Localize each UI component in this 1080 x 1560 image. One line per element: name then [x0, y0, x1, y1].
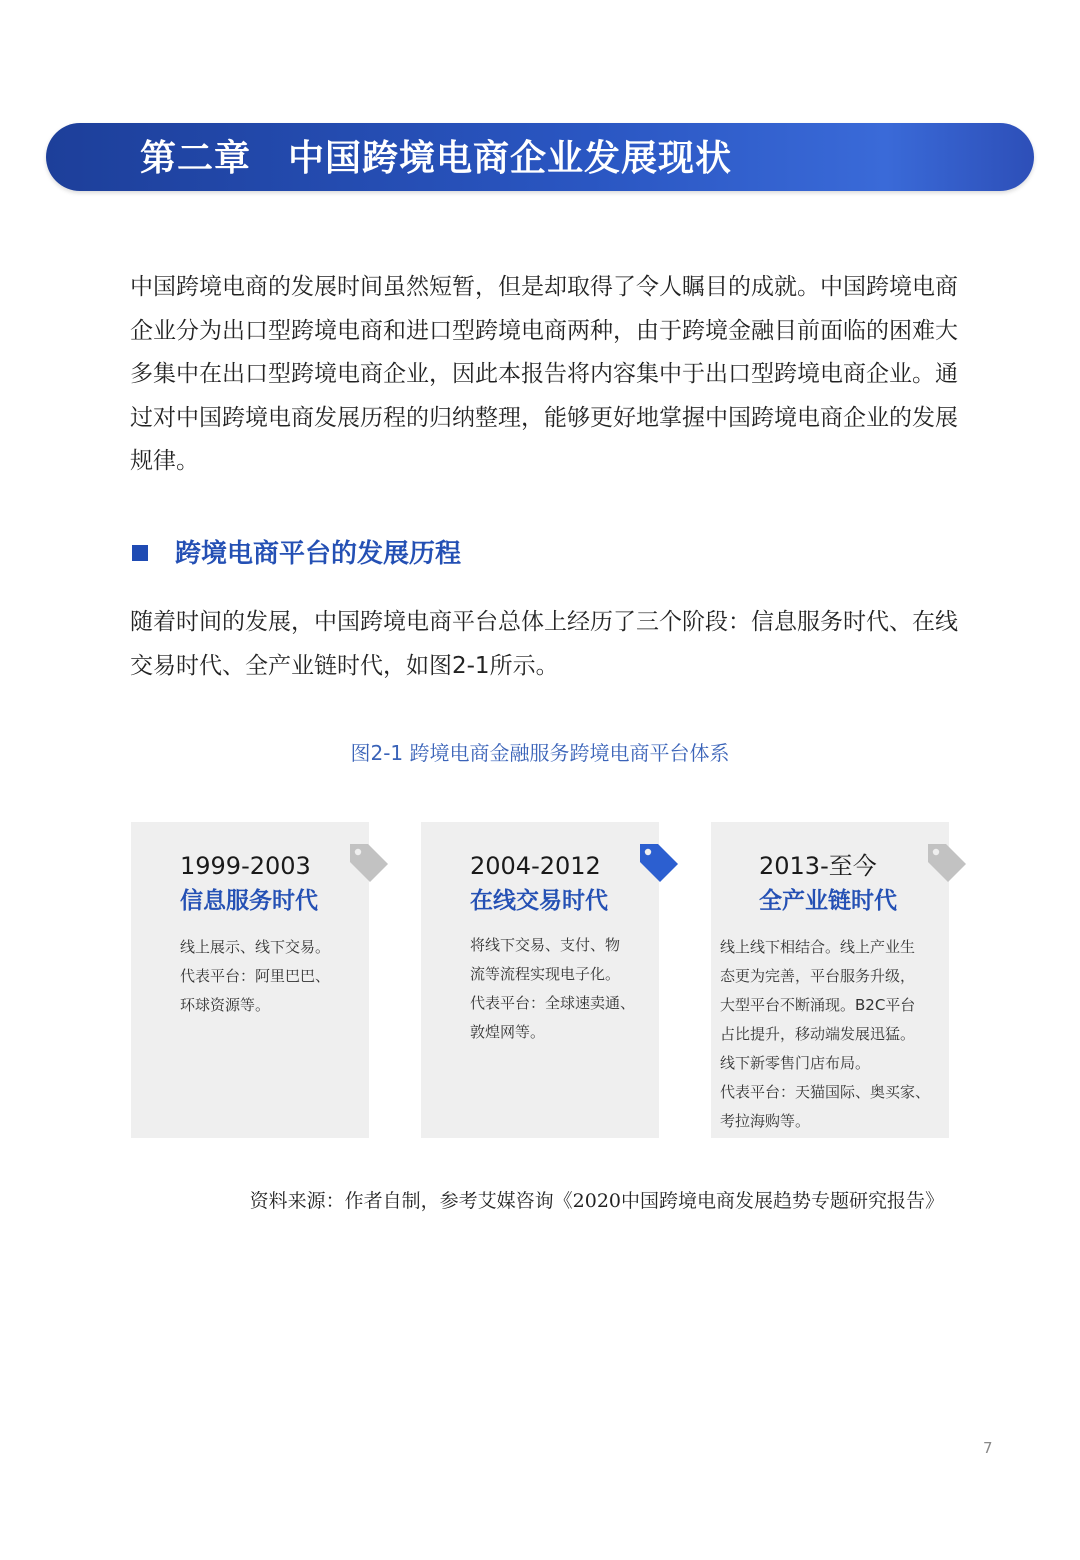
card-description-line: 代表平台：全球速卖通、: [470, 994, 636, 1012]
card-1-era: 信息服务时代: [180, 888, 318, 914]
intro-paragraph: 中国跨境电商的发展时间虽然短暂，但是却取得了令人瞩目的成就。中国跨境电商企业分为出口型跨境电商和进口型跨境电商两种，由于跨境金融目前面临的困难大多集中在出口型跨境电商企业，因此本报告将内容集中于出口型跨境电商企业。通过对中国跨境电商发展历程的归纳整理，能够更好地掌握中国跨境电商企业的发展规律。: [130, 274, 958, 474]
source-note: 资料来源：作者自制，参考艾媒咨询《2020中国跨境电商发展趋势专题研究报告》: [249, 1190, 944, 1212]
card-description-line: 流等流程实现电子化。: [470, 965, 621, 983]
card-description-line: 线上展示、线下交易。: [180, 938, 331, 956]
card-description-line: 线上线下相结合。线上产业生: [720, 938, 916, 956]
price-tag-icon: [346, 840, 392, 886]
card-description-line: 占比提升，移动端发展迅猛。: [720, 1025, 916, 1043]
price-tag-icon: [924, 840, 970, 886]
card-description-line: 大型平台不断涌现。B2C平台: [720, 996, 916, 1014]
page-number: 7: [983, 1439, 993, 1457]
card-description-line: 代表平台：阿里巴巴、: [180, 967, 331, 985]
card-description-line: 代表平台：天猫国际、奥买家、: [720, 1083, 931, 1101]
card-description-line: 将线下交易、支付、物: [470, 936, 621, 954]
price-tag-icon: [636, 840, 682, 886]
chapter-title: 第二章 中国跨境电商企业发展现状: [140, 138, 733, 179]
card-1-description: [180, 933, 330, 1020]
card-3-era: 全产业链时代: [759, 888, 897, 914]
tag-shape: [640, 844, 678, 882]
card-description-line: 线下新零售门店布局。: [720, 1054, 871, 1072]
card-3-years: 2013-至今: [759, 852, 877, 880]
card-2-era: 在线交易时代: [470, 888, 608, 914]
section-title: 跨境电商平台的发展历程: [175, 539, 462, 569]
figure-caption: 图2-1 跨境电商金融服务跨境电商平台体系: [350, 741, 730, 765]
card-description-line: 考拉海购等。: [720, 1112, 811, 1130]
card-description-line: 敦煌网等。: [470, 1023, 546, 1041]
card-1-years: 1999-2003: [180, 852, 311, 880]
tag-shape: [928, 844, 966, 882]
card-3-description: [720, 933, 930, 1136]
section-paragraph: 随着时间的发展，中国跨境电商平台总体上经历了三个阶段：信息服务时代、在线交易时代、全产业链时代，如图2-1所示。: [130, 609, 958, 679]
tag-shape: [350, 844, 388, 882]
section-square-icon: [132, 545, 148, 561]
card-2-description: [470, 931, 635, 1047]
card-2-years: 2004-2012: [470, 852, 601, 880]
card-description-line: 环球资源等。: [180, 996, 271, 1014]
card-description-line: 态更为完善，平台服务升级，: [720, 967, 916, 985]
